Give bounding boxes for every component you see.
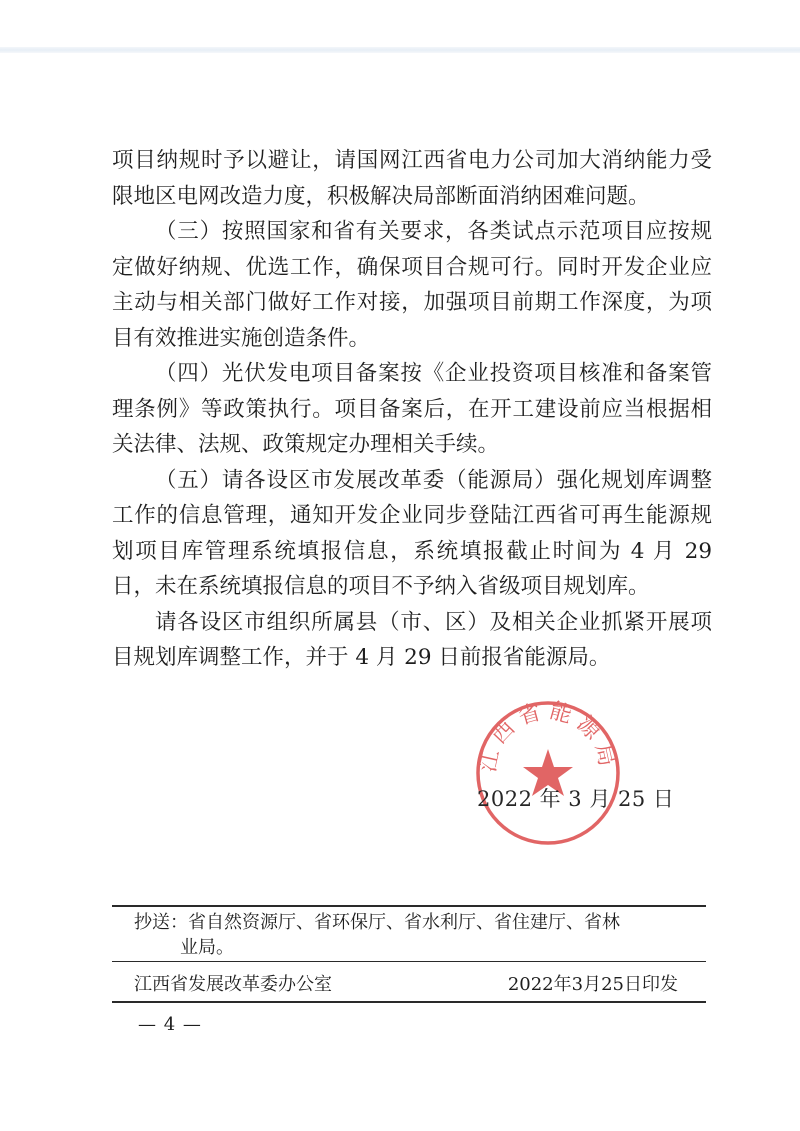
issuing-office: 江西省发展改革委办公室: [134, 974, 332, 995]
cc-distribution-list: [112, 910, 706, 960]
paragraph-closing-request: 请各设区市组织所属县（市、区）及相关企业抓紧开展项目规划库调整工作，并于 4 月 29 日前报省能源局。: [112, 609, 712, 670]
page-number: — 4 —: [138, 1014, 202, 1035]
top-scan-rule: [0, 47, 800, 53]
footer-bottom-rule: [112, 1001, 706, 1003]
cc-line-1: 抄送：省自然资源厅、省环保厅、省水利厅、省住建厅、省林: [134, 912, 620, 933]
footer-top-rule: [112, 905, 706, 907]
paragraph-item-3: （三）按照国家和省有关要求，各类试点示范项目应按规定做好纳规、优选工作，确保项目合规可行。同时开发企业应主动与相关部门做好工作对接，加强项目前期工作深度，为项目有效推进实施创造条件。: [112, 219, 712, 351]
footer-middle-rule: [112, 961, 706, 962]
paragraph-item-4: （四）光伏发电项目备案按《企业投资项目核准和备案管理条例》等政策执行。项目备案后，在开工建设前应当根据相关法律、法规、政策规定办理相关手续。: [112, 361, 712, 457]
official-seal-stamp: [474, 699, 622, 847]
paragraph-item-5: （五）请各设区市发展改革委（能源局）强化规划库调整工作的信息管理，通知开发企业同步登陆江西省可再生能源规划项目库管理系统填报信息，系统填报截止时间为 4 月 29 日，未在系统填报信息的项目不予纳入省级项目规划库。: [112, 467, 712, 599]
document-body: [112, 143, 712, 676]
svg-text:江西省能源局: 江西省能源局: [475, 699, 621, 775]
signature-date: 2022 年 3 月 25 日: [477, 787, 675, 811]
paragraph-continuation: 项目纳规时予以避让，请国网江西省电力公司加大消纳能力受限地区电网改造力度，积极解决局部断面消纳困难问题。: [112, 148, 712, 209]
cc-line-2: 业局。: [180, 937, 234, 958]
issue-date: 2022年3月25日印发: [507, 974, 678, 995]
